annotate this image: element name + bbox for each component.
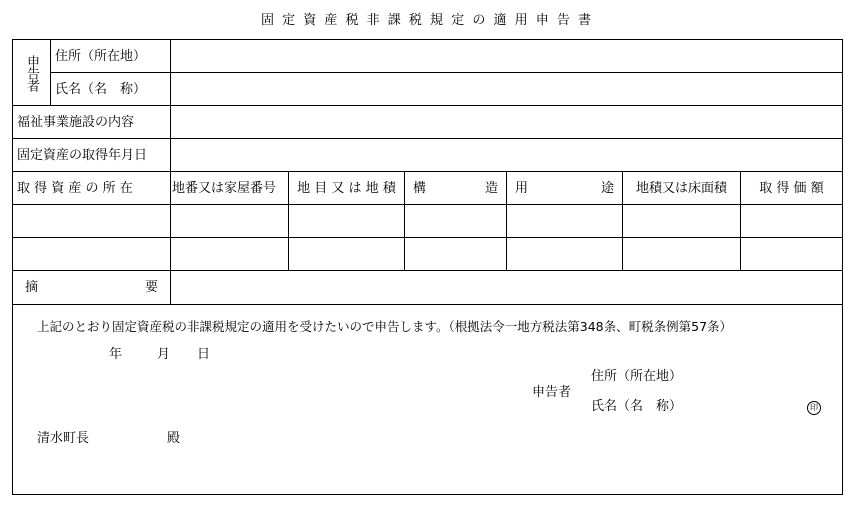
column-header-lot-number: 地番又は家屋番号 bbox=[171, 172, 289, 205]
column-header-use bbox=[507, 172, 623, 205]
name-field[interactable] bbox=[171, 73, 843, 106]
summary-char-2: 要 bbox=[144, 279, 158, 295]
table-row bbox=[13, 238, 843, 271]
lot-number-cell[interactable] bbox=[171, 238, 289, 271]
date-month-label: 月 bbox=[157, 346, 171, 362]
column-header-land-category: 地 目 又 は 地 積 bbox=[289, 172, 405, 205]
price-cell[interactable] bbox=[741, 205, 843, 238]
acquisition-date-field[interactable] bbox=[171, 139, 843, 172]
signature-name-label: 氏名（名 称） bbox=[591, 398, 683, 414]
summary-char-1: 摘 bbox=[25, 279, 39, 295]
signature-applicant-label: 申告者 bbox=[532, 384, 572, 400]
location-cell[interactable] bbox=[13, 238, 171, 271]
use-cell[interactable] bbox=[507, 205, 623, 238]
land-category-cell[interactable] bbox=[289, 238, 405, 271]
use-cell[interactable] bbox=[507, 238, 623, 271]
column-header-area: 地積又は床面積 bbox=[623, 172, 741, 205]
structure-char-2: 造 bbox=[484, 180, 498, 196]
facility-content-label: 福祉事業施設の内容 bbox=[13, 106, 171, 139]
address-label: 住所（所在地） bbox=[51, 40, 171, 73]
declaration-section bbox=[13, 304, 843, 495]
area-cell[interactable] bbox=[623, 205, 741, 238]
location-cell[interactable] bbox=[13, 205, 171, 238]
name-label: 氏名（名 称） bbox=[51, 73, 171, 106]
lot-number-cell[interactable] bbox=[171, 205, 289, 238]
land-category-cell[interactable] bbox=[289, 205, 405, 238]
signature-address-label: 住所（所在地） bbox=[591, 368, 683, 384]
structure-cell[interactable] bbox=[405, 205, 507, 238]
column-header-price: 取 得 価 額 bbox=[741, 172, 843, 205]
use-char-2: 途 bbox=[600, 180, 614, 196]
column-header-structure bbox=[405, 172, 507, 205]
page-title: 固 定 資 産 税 非 課 税 規 定 の 適 用 申 告 書 bbox=[261, 13, 593, 28]
facility-content-field[interactable] bbox=[171, 106, 843, 139]
applicant-section-label: 申告者 bbox=[13, 40, 51, 106]
address-field[interactable] bbox=[171, 40, 843, 73]
date-day-label: 日 bbox=[197, 346, 211, 362]
addressee-label: 清水町長 bbox=[37, 430, 90, 446]
summary-label bbox=[13, 271, 171, 304]
date-year-label: 年 bbox=[109, 346, 123, 362]
declaration-statement: 上記のとおり固定資産税の非課税規定の適用を受けたいので申告します。（根拠法令一地方税法第348条、町税条例第57条） bbox=[37, 318, 733, 334]
summary-field[interactable] bbox=[171, 271, 843, 304]
honorific-label: 殿 bbox=[167, 430, 181, 446]
structure-char-1: 構 bbox=[413, 180, 427, 196]
column-header-location: 取 得 資 産 の 所 在 bbox=[13, 172, 171, 205]
table-row bbox=[13, 205, 843, 238]
seal-mark: 印 bbox=[807, 401, 821, 415]
use-char-1: 用 bbox=[515, 180, 529, 196]
acquisition-date-label: 固定資産の取得年月日 bbox=[13, 139, 171, 172]
price-cell[interactable] bbox=[741, 238, 843, 271]
structure-cell[interactable] bbox=[405, 238, 507, 271]
declaration-form bbox=[12, 39, 843, 495]
seal-icon bbox=[807, 399, 821, 415]
area-cell[interactable] bbox=[623, 238, 741, 271]
